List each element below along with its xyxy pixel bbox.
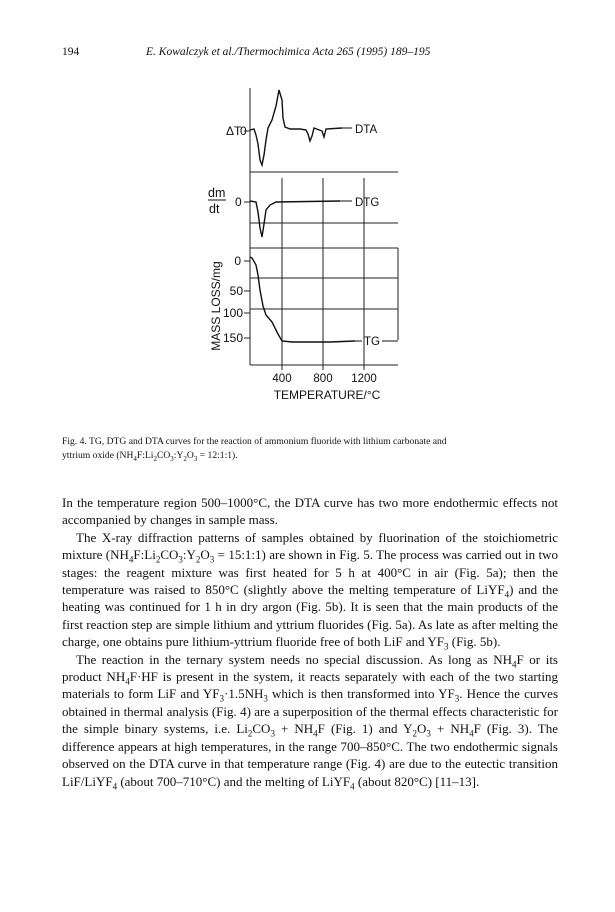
paragraph-3: The reaction in the ternary system needs no special discussion. As long as $NH_4F$ or its product $NH_4F\cdot HF$ is present in the system, it reacts separately with each of the two starting materials to form LiF and $YF_3\cdot 1.5NH_3$ which is then transformed into $YF_3$. Hence the curves obtained in thermal analysis (Fig. 4) are a superposition of the thermal effects characteristic for the simple binary systems, i.e. $Li_2CO_3 + NH_4F$ (Fig. 1) and $Y_2O_3 + NH_4F$ (Fig. 3). The difference appears at high temperatures, in the range 700–850°C. The two endothermic signals observed on the DTA curve in that temperature range (Fig. 4) are due to the eutectic transition LiF/LiYF$_4$ (about 700–710°C) and the melting of LiYF$_4$ (about 820°C) [11–13]. <box>62 651 559 792</box>
caption-line-1: Fig. 4. TG, DTG and DTA curves for the reaction of ammonium fluoride with lithium carbonate and <box>62 436 447 447</box>
figure-caption <box>62 435 557 466</box>
dtg-denominator: dt <box>209 202 220 216</box>
caption-text: = 12:1:1). <box>197 450 238 461</box>
dtg-numerator: dm <box>208 186 226 200</box>
caption-subscript: 3 <box>193 454 198 463</box>
tg-curve <box>250 257 355 342</box>
dta-series-label: DTA <box>355 124 378 136</box>
mass-tick-100: 100 <box>222 306 243 320</box>
caption-text: CO <box>156 450 171 461</box>
x-axis-label: TEMPERATURE/°C <box>273 388 381 402</box>
paragraph-1: In the temperature region 500–1000°C, the DTA curve has two more endothermic effects not accompanied by changes in sample mass. <box>62 495 558 528</box>
mass-tick-0: 0 <box>234 254 241 268</box>
caption-text: F:Li <box>136 450 154 461</box>
dtg-series-label: DTG <box>355 197 380 209</box>
dta-zero-label: 0 <box>240 124 247 138</box>
caption-text: :Y <box>173 450 184 461</box>
paragraph-2: The X-ray diffraction patterns of samples obtained by fluorination of the stoichiometric mixture ($NH_4F:Li_2CO_3:Y_2O_3$ = 15:1:1) are shown in Fig. 5. The process was carried out in two stages: the reagent mixture was first heated for 5 h at 400°C in air (Fig. 5a); then the temperature was raised to 850°C (slightly above the melting temperature of LiYF$_4$) and the heating was continued for 1 h in dry argon (Fig. 5b). It is seen that the main products of the first reaction step are simple lithium and yttrium fluorides (Fig. 5a). As late as after melting the charge, one obtains pure lithium-yttrium fluoride free of both LiF and $YF_3$ (Fig. 5b). <box>62 529 558 652</box>
thermal-analysis-figure <box>0 0 615 440</box>
dta-curve <box>250 90 342 165</box>
tg-series-label: TG <box>364 336 380 348</box>
caption-subscript: 4 <box>133 454 137 463</box>
dtg-zero-label: 0 <box>235 195 242 209</box>
x-tick-400: 400 <box>272 373 292 385</box>
mass-loss-axis-label: MASS LOSS/mg <box>209 261 223 351</box>
mass-tick-50: 50 <box>229 284 243 298</box>
dtg-curve <box>250 201 340 237</box>
mass-tick-150: 150 <box>222 331 243 345</box>
caption-subscript: 2 <box>153 454 157 463</box>
body-text <box>62 494 558 790</box>
caption-subscript: 3 <box>170 454 174 463</box>
running-head: E. Kowalczyk et al./Thermochimica Acta 265 (1995) 189–195 <box>146 46 431 58</box>
caption-text: O <box>186 450 194 461</box>
delta-t-label: ΔT <box>226 124 242 138</box>
x-tick-1200: 1200 <box>351 373 377 385</box>
page-number: 194 <box>62 46 80 58</box>
caption-text: yttrium oxide (NH <box>62 450 134 461</box>
caption-subscript: 2 <box>183 454 187 463</box>
x-tick-800: 800 <box>313 373 333 385</box>
